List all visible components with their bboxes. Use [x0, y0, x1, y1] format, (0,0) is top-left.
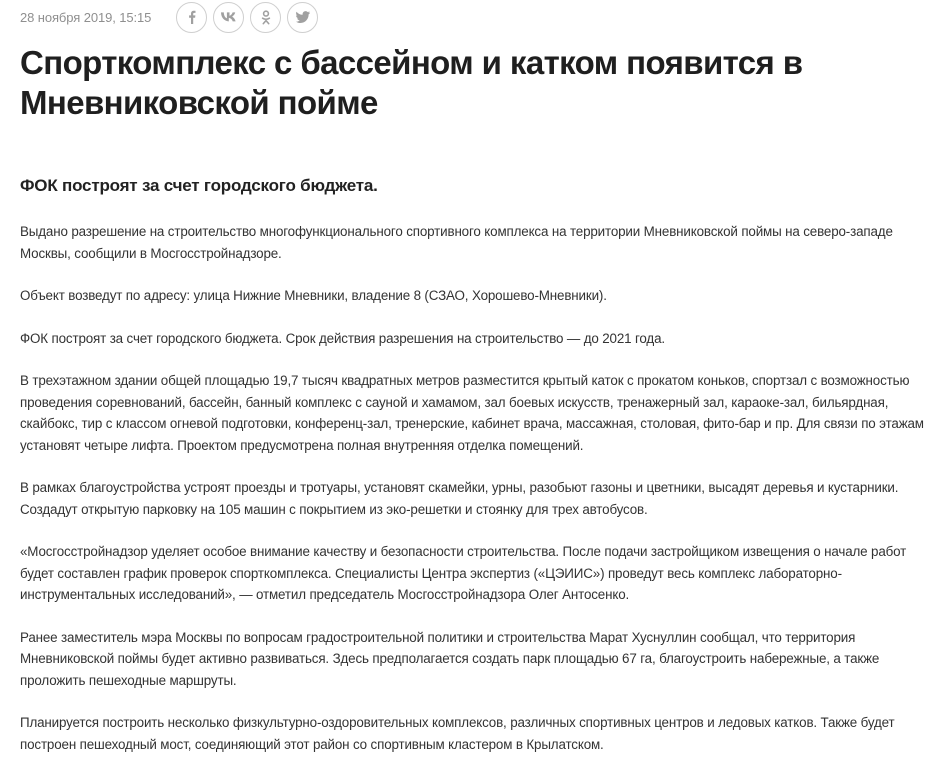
article-paragraph: ФОК построят за счет городского бюджета. Срок действия разрешения на строительство — до 2021 года. — [20, 330, 665, 346]
share-facebook-button[interactable] — [176, 2, 207, 33]
article-paragraph: Ранее заместитель мэра Москвы по вопросам градостроительной политики и строительства Марат Хуснуллин сообщал, что территория Мневниковской поймы будет активно развиваться. Здесь предполагается создать парк площадью 67 га, благоустроить набережные, а также проложить пешеходные маршруты. — [20, 629, 880, 688]
share-vk-button[interactable] — [213, 2, 244, 33]
article-paragraph: Объект возведут по адресу: улица Нижние Мневники, владение 8 (СЗАО, Хорошево-Мневники). — [20, 288, 607, 303]
share-twitter-button[interactable] — [287, 2, 318, 33]
article-paragraph: Планируется построить несколько физкультурно-оздоровительных комплексов, различных спортивных центров и ледовых катков. Также будет построен пешеходный мост, соединяющий этот район со спортивным кластером в Крылатском. — [20, 715, 895, 752]
article-paragraph: «Мосгосстройнадзор уделяет особое внимание качеству и безопасности строительства. После подачи застройщиком извещения о начале работ будет составлен график проверок спорткомплекса. Специалисты Центра экспертиз («ЦЭИИС») проведут весь комплекс лабораторно-инструментальных исследований», — отметил председатель Мосгосстройнадзора Олег Антосенко. — [20, 544, 907, 602]
twitter-icon — [296, 11, 310, 23]
article-paragraph: Выдано разрешение на строительство многофункционального спортивного комплекса на территории Мневниковской поймы на северо-западе Москвы, сообщили в Мосгосстройнадзоре. — [20, 224, 893, 261]
article-meta — [20, 0, 318, 34]
article-title: Спорткомплекс с бассейном и катком появится в Мневниковской пойме — [20, 44, 803, 121]
article-body — [20, 221, 932, 776]
facebook-icon — [186, 10, 198, 24]
article-paragraph: В трехэтажном здании общей площадью 19,7 тысяч квадратных метров разместится крытый каток с прокатом коньков, спортзал с возможностью проведения соревнований, бассейн, банный комплекс с сауной и хамамом, зал боевых искусств, тренажерный зал, караоке-зал, бильярдная, скайбокс, тир с классом огневой подготовки, конференц-зал, тренерские, кабинет врача, массажная, столовая, фито-бар и пр. Для связи по этажам установят четыре лифта. Проектом предусмотрена полная внутренняя отделка помещений. — [20, 373, 924, 453]
odnoklassniki-icon — [261, 10, 271, 25]
publish-date: 28 ноября 2019, 15:15 — [20, 9, 152, 25]
article-lead: ФОК построят за счет городского бюджета. — [20, 176, 378, 195]
share-buttons — [176, 2, 318, 33]
vk-icon — [221, 12, 237, 22]
article-paragraph: В рамках благоустройства устроят проезды и тротуары, установят скамейки, урны, разобьют газоны и цветники, высадят деревья и кустарники. Создадут открытую парковку на 105 машин с покрытием из эко-решетки и стоянку для трех автобусов. — [20, 480, 899, 517]
share-odnoklassniki-button[interactable] — [250, 2, 281, 33]
